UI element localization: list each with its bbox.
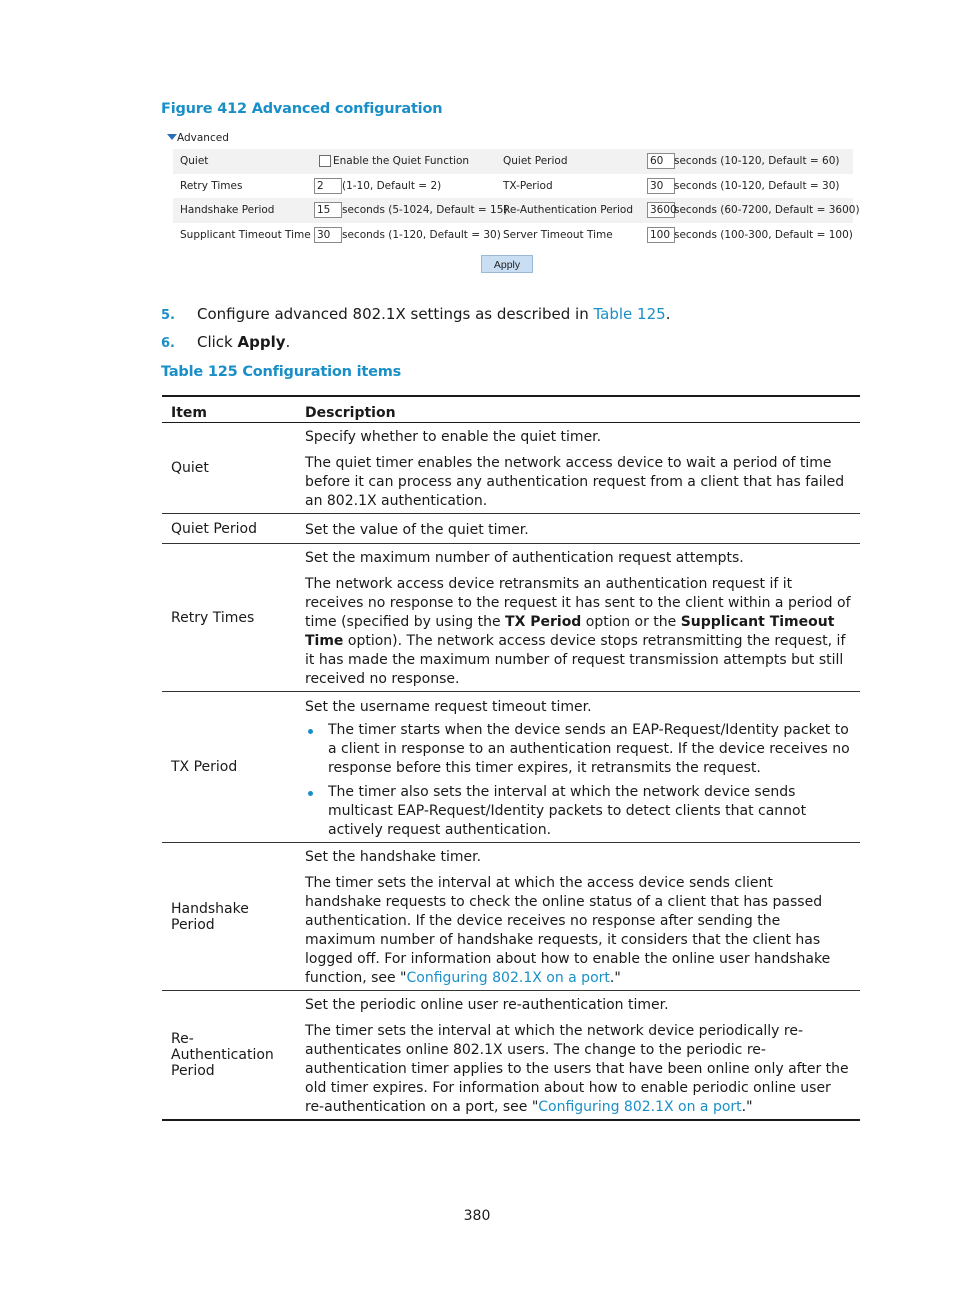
reauth-period-label: Re-Authentication Period	[503, 204, 633, 216]
step-6	[161, 333, 290, 351]
description-cell	[296, 514, 860, 544]
item-cell: Quiet Period	[162, 514, 296, 544]
step-text-end: .	[665, 305, 671, 323]
description-cell	[296, 423, 860, 514]
item-cell: Retry Times	[162, 544, 296, 692]
desc-text: ."	[609, 970, 621, 986]
item-cell: TX Period	[162, 692, 296, 843]
retry-times-hint: (1-10, Default = 2)	[342, 179, 442, 192]
row-quiet	[173, 149, 853, 174]
server-timeout-hint: seconds (100-300, Default = 100)	[674, 228, 853, 241]
page-number: 380	[463, 1208, 491, 1224]
advanced-settings-panel	[173, 149, 860, 247]
reauth-period-input[interactable]: 3600	[647, 202, 675, 218]
table-row	[162, 544, 860, 692]
description-cell	[296, 991, 860, 1121]
row-supplicant-timeout	[173, 223, 853, 248]
list-item: The timer starts when the device sends an EAP-Request/Identity packet to a client in response to an authentication request. If the device receives no response before this timer expires, it retransmits the request.	[305, 721, 852, 778]
tx-period-input[interactable]: 30	[647, 178, 675, 194]
step-5	[161, 305, 670, 323]
advanced-header-label: Advanced	[177, 132, 229, 144]
quiet-checkbox[interactable]	[319, 155, 331, 167]
desc-text: option or the	[581, 614, 681, 630]
step-text-end: .	[285, 333, 291, 351]
desc-para: Set the value of the quiet timer.	[305, 521, 529, 538]
apply-bold: Apply	[237, 333, 286, 351]
table-caption: Table 125 Configuration items	[161, 364, 402, 380]
step-text: Click	[197, 333, 238, 351]
description-cell	[296, 843, 860, 991]
desc-para: Set the periodic online user re-authentication timer.	[305, 997, 669, 1013]
desc-para: Set the username request timeout timer.	[305, 698, 592, 715]
step-number: 6.	[161, 336, 175, 351]
quiet-period-label: Quiet Period	[503, 155, 568, 167]
desc-text: The network access device retransmits an authentication request if it receives no response to the request it has sent to the client within a period of time (specified by using the	[305, 576, 851, 630]
quiet-period-input[interactable]: 60	[647, 153, 675, 169]
item-cell: Handshake Period	[162, 843, 296, 991]
handshake-period-input[interactable]: 15	[314, 202, 342, 218]
table-125-link[interactable]: Table 125	[593, 305, 666, 323]
retry-times-label: Retry Times	[180, 179, 243, 192]
table-row	[162, 991, 860, 1121]
bullet-list	[305, 721, 852, 840]
figure-caption: Figure 412 Advanced configuration	[161, 101, 443, 117]
quiet-label: Quiet	[180, 155, 209, 167]
triangle-down-icon	[167, 134, 177, 140]
table-row	[162, 514, 860, 544]
header-item: Item	[162, 396, 296, 423]
desc-text: option). The network access device stops retransmitting the request, if it has made the maximum number of request transmission attempts but still received no response.	[305, 633, 846, 687]
description-cell	[296, 692, 860, 843]
item-cell: Quiet	[162, 423, 296, 514]
description-cell	[296, 544, 860, 692]
apply-button[interactable]: Apply	[481, 255, 533, 273]
row-retry-times	[173, 174, 853, 199]
handshake-period-label: Handshake Period	[180, 204, 275, 216]
tx-period-label: TX-Period	[503, 179, 553, 192]
quiet-checkbox-label: Enable the Quiet Function	[333, 155, 470, 167]
table-row	[162, 843, 860, 991]
item-cell: Re-Authentication Period	[162, 991, 296, 1121]
step-number: 5.	[161, 308, 175, 323]
step-text: Configure advanced 802.1X settings as described in	[197, 305, 594, 323]
desc-text: The timer sets the interval at which the access device sends client handshake requests to check the online status of a client that has passed authentication. If the device receives no response after sending the maximum number of handshake requests, it considers that the client has logged off. For information about how to enable the online user handshake function, see "	[305, 875, 831, 986]
supplicant-timeout-input[interactable]: 30	[314, 227, 342, 243]
desc-para: Set the maximum number of authentication request attempts.	[305, 550, 744, 566]
desc-para	[305, 575, 852, 689]
server-timeout-label: Server Timeout Time	[503, 228, 613, 241]
header-description: Description	[296, 396, 860, 423]
configuring-8021x-link[interactable]: Configuring 802.1X on a port	[406, 970, 610, 986]
handshake-period-hint: seconds (5-1024, Default = 15)	[342, 204, 508, 216]
row-handshake	[173, 198, 860, 223]
supplicant-timeout-hint: seconds (1-120, Default = 30)	[342, 228, 501, 241]
advanced-section-toggle[interactable]	[167, 132, 229, 144]
desc-para	[305, 1022, 852, 1117]
quiet-period-hint: seconds (10-120, Default = 60)	[674, 155, 840, 167]
configuring-8021x-link[interactable]: Configuring 802.1X on a port	[538, 1099, 742, 1115]
tx-period-hint: seconds (10-120, Default = 30)	[674, 179, 840, 192]
configuration-items-table	[162, 395, 860, 1121]
server-timeout-input[interactable]: 100	[647, 227, 675, 243]
desc-text: The timer sets the interval at which the network device periodically re-authenticates online 802.1X users. The change to the periodic re-authentication timer applies to the users that have been online only after the old timer expires. For information about how to enable periodic online user re-authentication on a port, see "	[305, 1023, 849, 1115]
desc-text: ."	[741, 1099, 753, 1115]
desc-para: Set the handshake timer.	[305, 849, 482, 865]
table-row	[162, 423, 860, 514]
desc-para: Specify whether to enable the quiet timer.	[305, 429, 602, 445]
table-row	[162, 692, 860, 843]
list-item: The timer also sets the interval at which the network device sends multicast EAP-Request/Identity packets to detect clients that cannot actively request authentication.	[305, 783, 852, 840]
desc-bold: TX Period	[505, 614, 582, 630]
retry-times-input[interactable]: 2	[314, 178, 342, 194]
desc-para	[305, 874, 852, 988]
desc-bold: Supplicant Timeout Time	[305, 614, 835, 649]
supplicant-timeout-label: Supplicant Timeout Time	[180, 228, 311, 241]
desc-para: The quiet timer enables the network access device to wait a period of time before it can process any authentication request from a client that has failed an 802.1X authentication.	[305, 455, 845, 509]
reauth-period-hint: seconds (60-7200, Default = 3600)	[674, 204, 860, 216]
